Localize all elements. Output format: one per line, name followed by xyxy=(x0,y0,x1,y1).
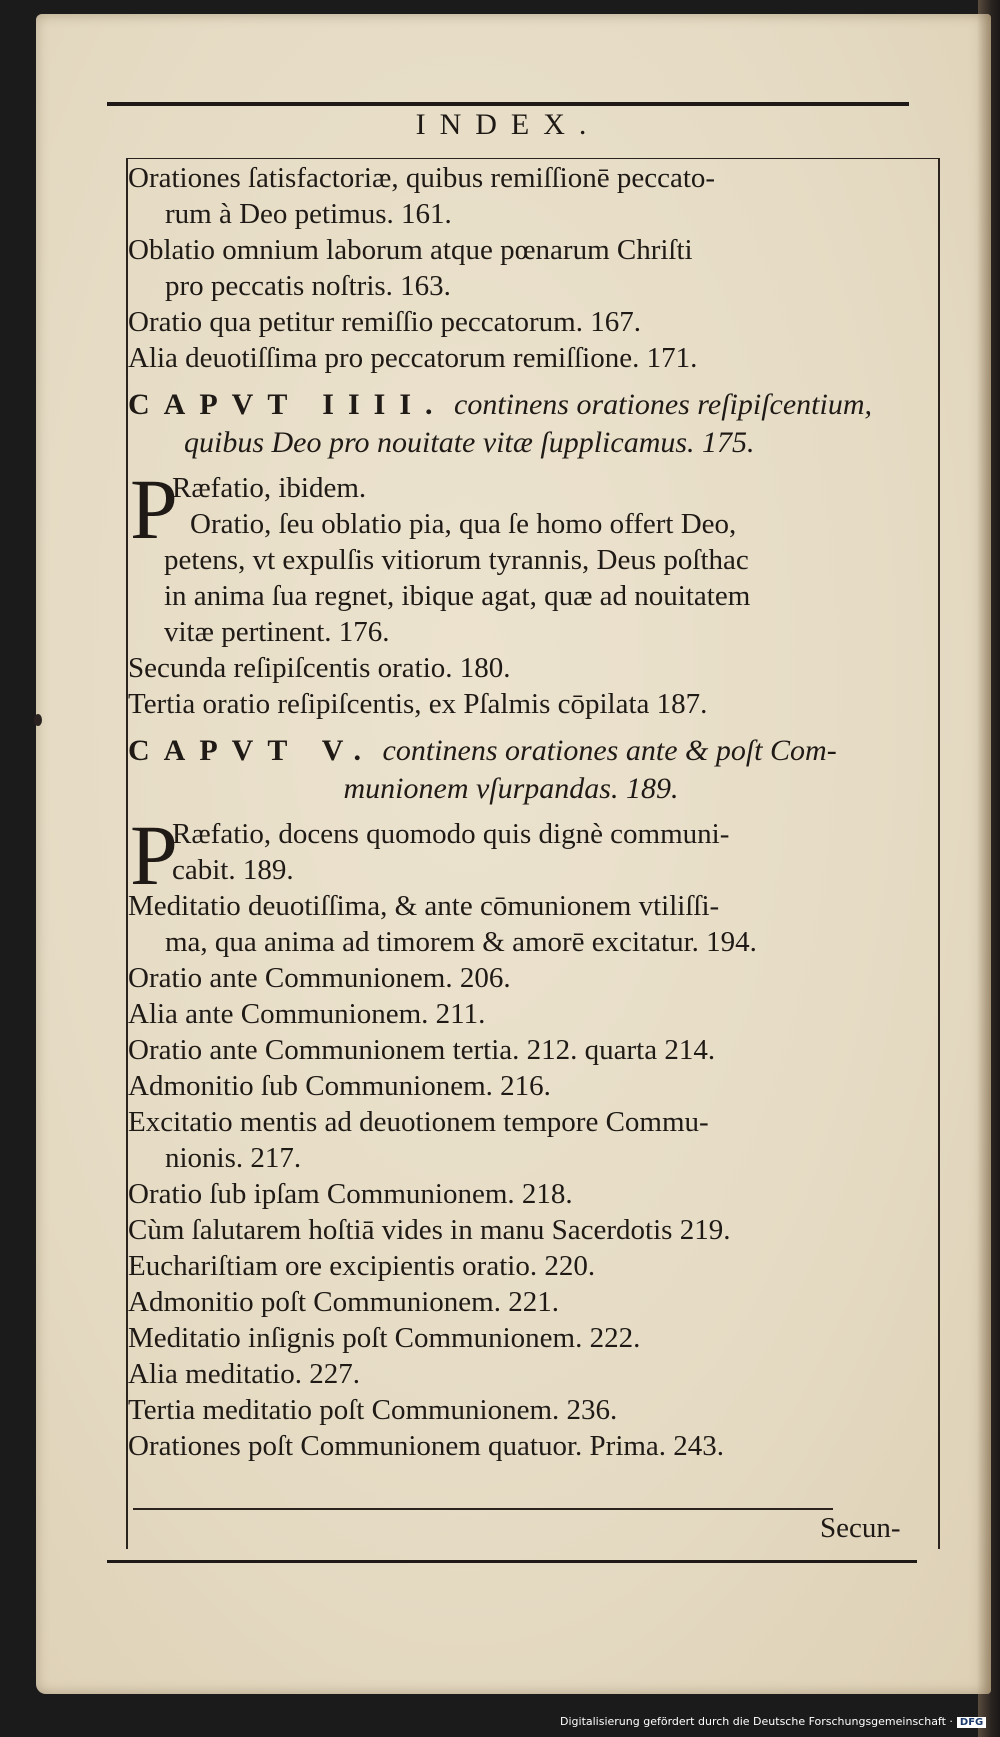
index-entry: Alia meditatio. 227. xyxy=(128,1358,360,1390)
praefatio-block-4 xyxy=(128,461,934,650)
index-entry: Tertia oratio reſipiſcentis, ex Pſalmis cōpilata 187. xyxy=(128,688,708,720)
index-entry-continuation: vitæ pertinent. 176. xyxy=(164,616,390,648)
index-entry-continuation: rum à Deo petimus. 161. xyxy=(165,198,452,230)
index-entry: Oratio, ſeu oblatio pia, qua ſe homo offert Deo, xyxy=(190,508,737,540)
wormhole-mark xyxy=(34,714,42,726)
index-entry-continuation: cabit. 189. xyxy=(172,854,294,886)
page-curl-shadow xyxy=(977,14,991,1694)
catchword: Secun- xyxy=(820,1512,901,1544)
index-entry-continuation: ma, qua anima ad timorem & amorē excitatur. 194. xyxy=(165,926,757,958)
index-entry: Tertia meditatio poſt Communionem. 236. xyxy=(128,1394,618,1426)
chapter-label: CAPVT IIII. xyxy=(128,388,447,421)
chapter-description-continuation: quibus Deo pro nouitate vitæ ſupplicamus. 175. xyxy=(184,426,755,459)
index-entry: Meditatio deuotiſſima, & ante cōmunionem vtiliſſi- xyxy=(128,890,720,922)
index-entry: Excitatio mentis ad deuotionem tempore Commu- xyxy=(128,1106,709,1138)
index-entry: Admonitio poſt Communionem. 221. xyxy=(128,1286,559,1318)
index-entry: Oratio ſub ipſam Communionem. 218. xyxy=(128,1178,573,1210)
index-entry: Oratio ante Communionem tertia. 212. quarta 214. xyxy=(128,1034,716,1066)
index-text xyxy=(128,160,934,1464)
drop-cap-letter: P xyxy=(130,807,178,903)
index-entry: Orationes ſatisfactoriæ, quibus remiſſionē peccato- xyxy=(128,162,716,194)
index-entry: Cùm ſalutarem hoſtiā vides in manu Sacerdotis 219. xyxy=(128,1214,731,1246)
praefatio-title: Ræfatio, ibidem. xyxy=(172,472,367,504)
chapter-label: CAPVT V. xyxy=(128,734,376,767)
index-entry: Euchariſtiam ore excipientis oratio. 220. xyxy=(128,1250,596,1282)
frame-bottom-rule xyxy=(107,1560,917,1563)
praefatio-block-5 xyxy=(128,807,934,903)
entries-group-1 xyxy=(128,160,934,376)
index-entry: Oratio ante Communionem. 206. xyxy=(128,962,511,994)
index-entry: Oratio qua petitur remiſſio peccatorum. 167. xyxy=(128,306,641,338)
index-entry: Oblatio omnium laborum atque pœnarum Chriſti xyxy=(128,234,693,266)
chapter-description-continuation: munionem vſurpandas. 189. xyxy=(343,772,679,805)
chapter-description: continens orationes ante & poſt Com- xyxy=(382,734,837,767)
index-entry: Meditatio inſignis poſt Communionem. 222. xyxy=(128,1322,641,1354)
entries-group-3 xyxy=(128,888,934,1464)
index-entry: Admonitio ſub Communionem. 216. xyxy=(128,1070,551,1102)
entries-group-2 xyxy=(128,650,934,722)
chapter-heading-caput-4 xyxy=(128,386,934,462)
index-entry: Secunda reſipiſcentis oratio. 180. xyxy=(128,652,511,684)
dfg-logo: DFG xyxy=(957,1717,986,1728)
index-entry-continuation: pro peccatis noſtris. 163. xyxy=(165,270,451,302)
chapter-heading-caput-5 xyxy=(128,732,934,808)
index-entry: Orationes poſt Communionem quatuor. Prima. 243. xyxy=(128,1430,725,1462)
index-entry: Alia ante Communionem. 211. xyxy=(128,998,486,1030)
digitization-credit xyxy=(560,1715,986,1728)
credit-text: Digitalisierung gefördert durch die Deutsche Forschungsgemeinschaft · xyxy=(560,1715,953,1728)
drop-cap-letter: P xyxy=(130,461,178,557)
page-header: INDEX. xyxy=(415,108,601,141)
header-rule xyxy=(107,102,909,106)
index-entry-continuation: nionis. 217. xyxy=(165,1142,302,1174)
index-entry-continuation: in anima ſua regnet, ibique agat, quæ ad nouitatem xyxy=(164,580,751,612)
footer-rule xyxy=(133,1508,833,1510)
praefatio-title: Ræfatio, docens quomodo quis dignè communi- xyxy=(172,818,730,850)
index-entry-continuation: petens, vt expulſis vitiorum tyrannis, Deus poſthac xyxy=(164,544,749,576)
index-entry: Alia deuotiſſima pro peccatorum remiſſione. 171. xyxy=(128,342,698,374)
chapter-description: continens orationes reſipiſcentium, xyxy=(454,388,872,421)
